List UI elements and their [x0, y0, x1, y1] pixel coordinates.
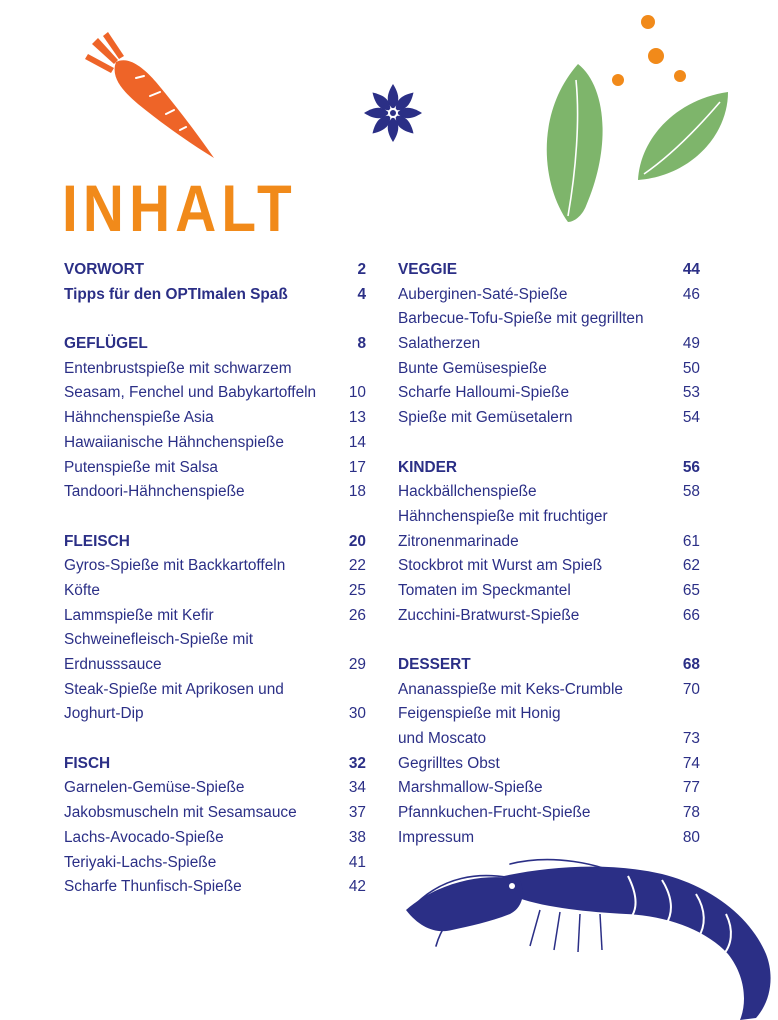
toc-entry-title: Spieße mit Gemüsetalern [398, 409, 573, 427]
toc-entry-title: Barbecue-Tofu-Spieße mit gegrillten [398, 310, 644, 328]
toc-entry-title: Salatherzen [398, 335, 481, 353]
toc-entry-title: Putenspieße mit Salsa [64, 458, 218, 476]
toc-entry-title: Feigenspieße mit Honig [398, 705, 561, 723]
toc-entry[interactable] [398, 801, 700, 826]
toc-entry[interactable] [398, 283, 700, 308]
toc-entry[interactable] [398, 702, 700, 727]
toc-entry[interactable] [398, 554, 700, 579]
toc-entry-title: FLEISCH [64, 532, 130, 550]
toc-section-vorwort[interactable] [64, 258, 366, 283]
toc-entry-title: Pfannkuchen-Frucht-Spieße [398, 804, 591, 822]
toc-page-number: 73 [682, 730, 700, 748]
toc-page-number: 46 [682, 285, 700, 303]
toc-entry[interactable] [64, 604, 366, 629]
toc-entry[interactable] [398, 381, 700, 406]
toc-page-number: 74 [682, 754, 700, 772]
toc-entry[interactable] [64, 456, 366, 481]
toc-page-number: 77 [682, 779, 700, 797]
toc-section-gefluegel[interactable] [64, 332, 366, 357]
toc-page-number: 70 [682, 680, 700, 698]
toc-entry-title: KINDER [398, 458, 457, 476]
toc-page-number: 37 [348, 804, 366, 822]
toc-page-number: 66 [682, 606, 700, 624]
toc-page-number: 34 [348, 779, 366, 797]
toc-entry-title: Impressum [398, 828, 475, 846]
toc-section-kinder[interactable] [398, 456, 700, 481]
toc-entry[interactable] [398, 530, 700, 555]
toc-entry[interactable] [398, 357, 700, 382]
toc-entry[interactable] [398, 505, 700, 530]
toc-entry-title: Tomaten im Speckmantel [398, 581, 571, 599]
toc-section-fisch[interactable] [64, 752, 366, 777]
toc-entry-title: VEGGIE [398, 261, 458, 278]
toc-entry-title: Scharfe Halloumi-Spieße [398, 384, 570, 402]
toc-entry-title: GEFLÜGEL [64, 335, 148, 353]
toc-entry-title: Stockbrot mit Wurst am Spieß [398, 557, 603, 575]
toc-page-number: 29 [348, 656, 366, 673]
toc-page-number: 4 [357, 285, 366, 303]
toc-page-number: 17 [348, 458, 366, 476]
toc-entry[interactable] [64, 357, 366, 382]
toc-entry[interactable] [398, 604, 700, 629]
toc-entry-title: Zucchini-Bratwurst-Spieße [398, 606, 580, 624]
toc-entry-title: DESSERT [398, 656, 471, 673]
toc-entry-title: Teriyaki-Lachs-Spieße [64, 853, 217, 871]
toc-entry[interactable] [64, 826, 366, 851]
toc-entry[interactable] [398, 332, 700, 357]
toc-entry[interactable] [398, 826, 700, 851]
toc-page-number: 54 [682, 409, 700, 427]
star-anise-icon [362, 82, 424, 144]
toc-entry[interactable] [398, 752, 700, 777]
toc-page-number: 62 [682, 557, 700, 575]
toc-entry[interactable] [64, 801, 366, 826]
toc-entry-title: Zitronenmarinade [398, 532, 519, 550]
toc-entry-title: Garnelen-Gemüse-Spieße [64, 779, 245, 797]
toc-entry-title: Lammspieße mit Kefir [64, 606, 214, 624]
toc-page-number: 53 [682, 384, 700, 402]
toc-page-number: 38 [348, 828, 366, 846]
leaves-icon [520, 10, 760, 230]
toc-entry-title: Jakobsmuscheln mit Sesamsauce [64, 804, 297, 822]
toc-page-number: 26 [348, 606, 366, 624]
toc-entry-title: VORWORT [64, 261, 145, 278]
toc-entry[interactable] [398, 776, 700, 801]
toc-page-number: 18 [348, 483, 366, 501]
toc-entry-title: Scharfe Thunfisch-Spieße [64, 878, 242, 896]
toc-entry-title: Seasam, Fenchel und Babykartoffeln [64, 384, 317, 402]
toc-page-number: 50 [682, 359, 700, 377]
toc-entry[interactable] [64, 776, 366, 801]
toc-page-number: 41 [348, 853, 366, 871]
toc-left-column [64, 258, 366, 900]
toc-section-dessert[interactable] [398, 653, 700, 678]
toc-page-number: 13 [348, 409, 366, 427]
toc-page-number: 68 [682, 656, 700, 673]
toc-page-number: 10 [348, 384, 366, 402]
toc-entry[interactable] [398, 307, 700, 332]
toc-entry[interactable] [64, 431, 366, 456]
toc-page-number: 2 [357, 261, 366, 278]
toc-entry[interactable] [64, 480, 366, 505]
toc-entry[interactable] [398, 480, 700, 505]
toc-page-number: 14 [348, 433, 366, 451]
toc-entry-title: Hackbällchenspieße [398, 483, 537, 501]
toc-page-number: 61 [682, 532, 700, 550]
toc-entry-title: Auberginen-Saté-Spieße [398, 285, 568, 303]
toc-entry-title: Steak-Spieße mit Aprikosen und [64, 680, 284, 698]
toc-entry[interactable] [64, 653, 366, 678]
shrimp-icon [400, 850, 778, 1020]
toc-page-number: 42 [348, 878, 366, 896]
toc-entry[interactable] [398, 727, 700, 752]
toc-entry[interactable] [64, 406, 366, 431]
toc-entry[interactable] [64, 702, 366, 727]
toc-entry-title: Joghurt-Dip [64, 705, 144, 723]
toc-page-number: 22 [348, 557, 366, 575]
toc-entry-title: Tandoori-Hähnchenspieße [64, 483, 245, 501]
toc-section-veggie[interactable] [398, 258, 700, 283]
toc-entry-title: Hawaiianische Hähnchenspieße [64, 433, 284, 451]
toc-page-number: 32 [348, 754, 366, 772]
toc-entry-title: Bunte Gemüsespieße [398, 359, 547, 377]
toc-entry-title: Entenbrustspieße mit schwarzem [64, 359, 292, 377]
carrot-icon [80, 26, 220, 166]
toc-entry[interactable] [398, 678, 700, 703]
page-title: INHALT [62, 171, 297, 245]
toc-right-column [398, 258, 700, 851]
toc-page-number: 58 [682, 483, 700, 501]
toc-entry[interactable] [64, 283, 366, 308]
toc-page-number: 25 [348, 581, 366, 599]
toc-entry[interactable] [64, 554, 366, 579]
toc-entry[interactable] [64, 851, 366, 876]
toc-entry-title: Ananasspieße mit Keks-Crumble [398, 680, 623, 698]
toc-entry[interactable] [398, 579, 700, 604]
toc-entry[interactable] [64, 875, 366, 900]
toc-page-number: 65 [682, 581, 700, 599]
toc-entry-title: Erdnusssauce [64, 656, 162, 673]
toc-section-fleisch[interactable] [64, 530, 366, 555]
toc-page-number: 20 [348, 532, 366, 550]
toc-entry[interactable] [64, 628, 366, 653]
toc-page-number: 44 [682, 261, 700, 278]
toc-page-number: 80 [682, 828, 700, 846]
toc-entry-title: Tipps für den OPTImalen Spaß [64, 285, 288, 303]
toc-entry-title: Marshmallow-Spieße [398, 779, 543, 797]
toc-entry-title: Lachs-Avocado-Spieße [64, 828, 224, 846]
toc-entry[interactable] [64, 579, 366, 604]
toc-page-number: 78 [682, 804, 700, 822]
toc-page-number: 49 [682, 335, 700, 353]
toc-entry-title: Hähnchenspieße mit fruchtiger [398, 507, 608, 525]
toc-entry-title: FISCH [64, 754, 111, 772]
toc-entry-title: Gyros-Spieße mit Backkartoffeln [64, 557, 286, 575]
toc-entry[interactable] [64, 381, 366, 406]
toc-entry-title: Hähnchenspieße Asia [64, 409, 214, 427]
toc-entry-title: Köfte [64, 581, 100, 599]
toc-entry[interactable] [64, 678, 366, 703]
toc-entry[interactable] [398, 406, 700, 431]
toc-page-number: 8 [357, 335, 366, 353]
toc-page-number: 30 [348, 705, 366, 723]
toc-entry-title: Gegrilltes Obst [398, 754, 500, 772]
toc-page-number: 56 [682, 458, 700, 476]
toc-entry-title: und Moscato [398, 730, 487, 748]
toc-entry-title: Schweinefleisch-Spieße mit [64, 631, 254, 649]
